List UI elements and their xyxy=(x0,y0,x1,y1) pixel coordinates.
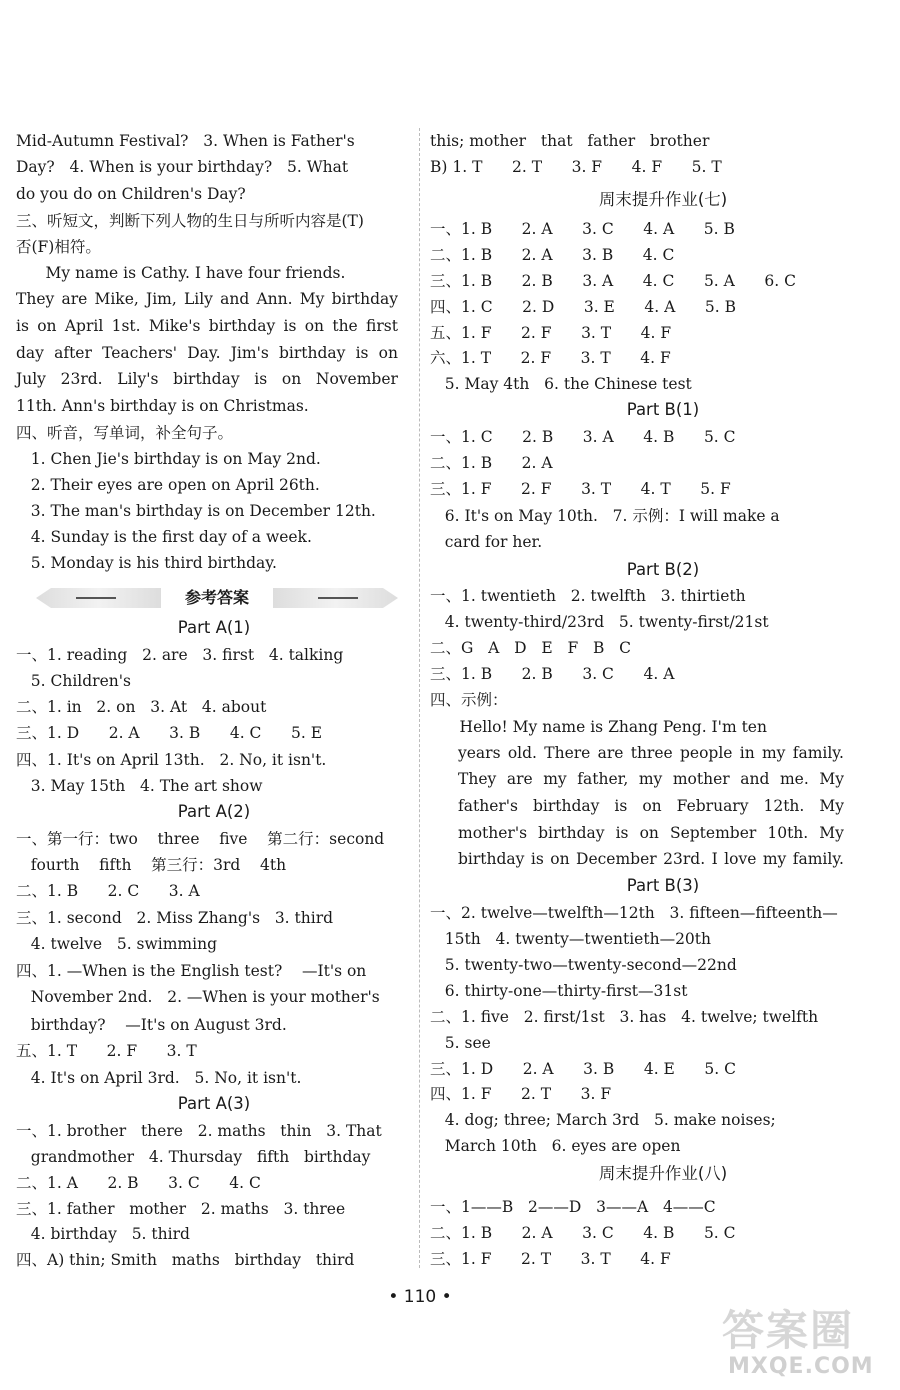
text-line: card for her. xyxy=(430,533,543,551)
text-line: do you do on Children's Day? xyxy=(16,185,246,203)
answer-key-title: 参考答案 xyxy=(184,588,249,607)
text-line: 三、1. B 2. B 3. A 4. C 5. A 6. C xyxy=(430,272,796,290)
text-line: 6. It's on May 10th. 7. 示例：I will make a xyxy=(430,507,780,525)
section-heading: Part A(1) xyxy=(177,618,251,637)
text-line: 三、1. second 2. Miss Zhang's 3. third xyxy=(16,909,334,927)
text-line: 4. It's on April 3rd. 5. No, it isn't. xyxy=(16,1069,302,1087)
text-line: 四、1. C 2. D 3. E 4. A 5. B xyxy=(430,298,737,316)
text-line: Hello! My name is Zhang Peng. I'm ten xyxy=(430,718,767,736)
text-line: 一、1——B 2——D 3——A 4——C xyxy=(430,1198,716,1216)
text-line: 4. dog; three; March 3rd 5. make noises; xyxy=(430,1111,776,1129)
text-line: grandmother 4. Thursday fifth birthday xyxy=(16,1148,371,1166)
text-line: 4. twenty-third/23rd 5. twenty-first/21st xyxy=(430,613,769,631)
text-line: 二、G A D E F B C xyxy=(430,639,632,657)
text-line: 5. Children's xyxy=(16,672,131,690)
text-line: 四、A) thin; Smith maths birthday third xyxy=(16,1251,355,1269)
text-line: 三、1. D 2. A 3. B 4. E 5. C xyxy=(430,1060,737,1078)
text-line: 四、1. —When is the English test? —It's on xyxy=(16,962,367,980)
paragraph-line: birthday is on December 23rd. I love my family. xyxy=(458,850,844,868)
text-line: B) 1. T 2. T 3. F 4. F 5. T xyxy=(430,158,722,176)
text-line: 三、1. father mother 2. maths 3. three xyxy=(16,1200,346,1218)
answer-key-banner xyxy=(36,584,398,612)
text-line: 3. May 15th 4. The art show xyxy=(16,777,263,795)
text-line: 11th. Ann's birthday is on Christmas. xyxy=(16,397,309,415)
text-line: 四、示例： xyxy=(430,691,508,709)
text-line: 5. May 4th 6. the Chinese test xyxy=(430,375,692,393)
paragraph-line: years old. There are three people in my family. xyxy=(458,744,844,762)
column-divider xyxy=(419,128,420,1268)
text-line: 三、1. F 2. F 3. T 4. T 5. F xyxy=(430,480,731,498)
text-line: Day? 4. When is your birthday? 5. What xyxy=(16,158,349,176)
text-line: 二、1. in 2. on 3. At 4. about xyxy=(16,698,267,716)
text-line: 6. thirty-one—thirty-first—31st xyxy=(430,982,688,1000)
text-line: 四、听音，写单词，补全句子。 xyxy=(16,424,234,442)
paragraph-line: July 23rd. Lily's birthday is on November xyxy=(16,370,398,388)
text-line: 五、1. F 2. F 3. T 4. F xyxy=(430,324,672,342)
section-heading: Part B(2) xyxy=(626,560,700,579)
section-heading: Part B(3) xyxy=(626,876,700,895)
text-line: 5. see xyxy=(430,1034,491,1052)
text-line: 3. The man's birthday is on December 12th. xyxy=(16,502,376,520)
text-line: 一、1. brother there 2. maths thin 3. That xyxy=(16,1122,382,1140)
text-line: 4. twelve 5. swimming xyxy=(16,935,217,953)
text-line: 4. Sunday is the first day of a week. xyxy=(16,528,312,546)
text-line: 五、1. T 2. F 3. T xyxy=(16,1042,197,1060)
text-line: 四、1. F 2. T 3. F xyxy=(430,1085,612,1103)
paragraph-line: day after Teachers' Day. Jim's birthday is on xyxy=(16,344,398,362)
text-line: 5. Monday is his third birthday. xyxy=(16,554,277,572)
paragraph-line: They are my father, my mother and me. My xyxy=(458,770,844,788)
section-heading: 周末提升作业(七) xyxy=(598,190,728,209)
text-line: 三、1. B 2. B 3. C 4. A xyxy=(430,665,675,683)
text-line: 15th 4. twenty—twentieth—20th xyxy=(430,930,712,948)
watermark-logo xyxy=(722,1298,890,1384)
text-line: 二、1. five 2. first/1st 3. has 4. twelve; twelfth xyxy=(430,1008,819,1026)
paragraph-line: father's birthday is on February 12th. My xyxy=(458,797,844,815)
paragraph-line: mother's birthday is on September 10th. My xyxy=(458,824,844,842)
text-line: 六、1. T 2. F 3. T 4. F xyxy=(430,349,671,367)
text-line: 一、1. C 2. B 3. A 4. B 5. C xyxy=(430,428,736,446)
text-line: 三、1. F 2. T 3. T 4. F xyxy=(430,1250,671,1268)
watermark-main: 答案圈 xyxy=(722,1306,855,1355)
text-line: fourth fifth 第三行：3rd 4th xyxy=(16,856,287,874)
text-line: 2. Their eyes are open on April 26th. xyxy=(16,476,320,494)
text-line: 一、1. twentieth 2. twelfth 3. thirtieth xyxy=(430,587,746,605)
section-heading: Part A(2) xyxy=(177,802,251,821)
page-number: • 110 • xyxy=(388,1287,452,1307)
text-line: 二、1. A 2. B 3. C 4. C xyxy=(16,1174,261,1192)
text-line: Mid-Autumn Festival? 3. When is Father's xyxy=(16,132,355,150)
text-line: 1. Chen Jie's birthday is on May 2nd. xyxy=(16,450,321,468)
paragraph-line: is on April 1st. Mike's birthday is on the first xyxy=(16,317,398,335)
text-line: 一、2. twelve—twelfth—12th 3. fifteen—fifteenth— xyxy=(430,904,838,922)
text-line: 二、1. B 2. C 3. A xyxy=(16,882,200,900)
text-line: My name is Cathy. I have four friends. xyxy=(16,264,346,282)
text-line: 一、第一行：two three five 第二行：second xyxy=(16,830,385,848)
section-heading: 周末提升作业(八) xyxy=(598,1164,728,1183)
text-line: 一、1. B 2. A 3. C 4. A 5. B xyxy=(430,220,735,238)
watermark-url: MXQE.COM xyxy=(728,1354,874,1379)
paragraph-line: They are Mike, Jim, Lily and Ann. My birthday xyxy=(16,290,398,308)
section-heading: Part B(1) xyxy=(626,400,700,419)
text-line: 三、1. D 2. A 3. B 4. C 5. E xyxy=(16,724,323,742)
section-heading: Part A(3) xyxy=(177,1094,251,1113)
text-line: 否(F)相符。 xyxy=(16,238,101,256)
text-line: birthday? —It's on August 3rd. xyxy=(16,1016,287,1034)
text-line: November 2nd. 2. —When is your mother's xyxy=(16,988,380,1006)
text-line: March 10th 6. eyes are open xyxy=(430,1137,681,1155)
text-line: 二、1. B 2. A xyxy=(430,454,553,472)
text-line: 二、1. B 2. A 3. C 4. B 5. C xyxy=(430,1224,736,1242)
text-line: 一、1. reading 2. are 3. first 4. talking xyxy=(16,646,344,664)
text-line: this; mother that father brother xyxy=(430,132,710,150)
text-line: 二、1. B 2. A 3. B 4. C xyxy=(430,246,675,264)
text-line: 三、听短文，判断下列人物的生日与所听内容是(T) xyxy=(16,212,364,230)
text-line: 5. twenty-two—twenty-second—22nd xyxy=(430,956,737,974)
text-line: 4. birthday 5. third xyxy=(16,1225,190,1243)
text-line: 四、1. It's on April 13th. 2. No, it isn't. xyxy=(16,751,327,769)
